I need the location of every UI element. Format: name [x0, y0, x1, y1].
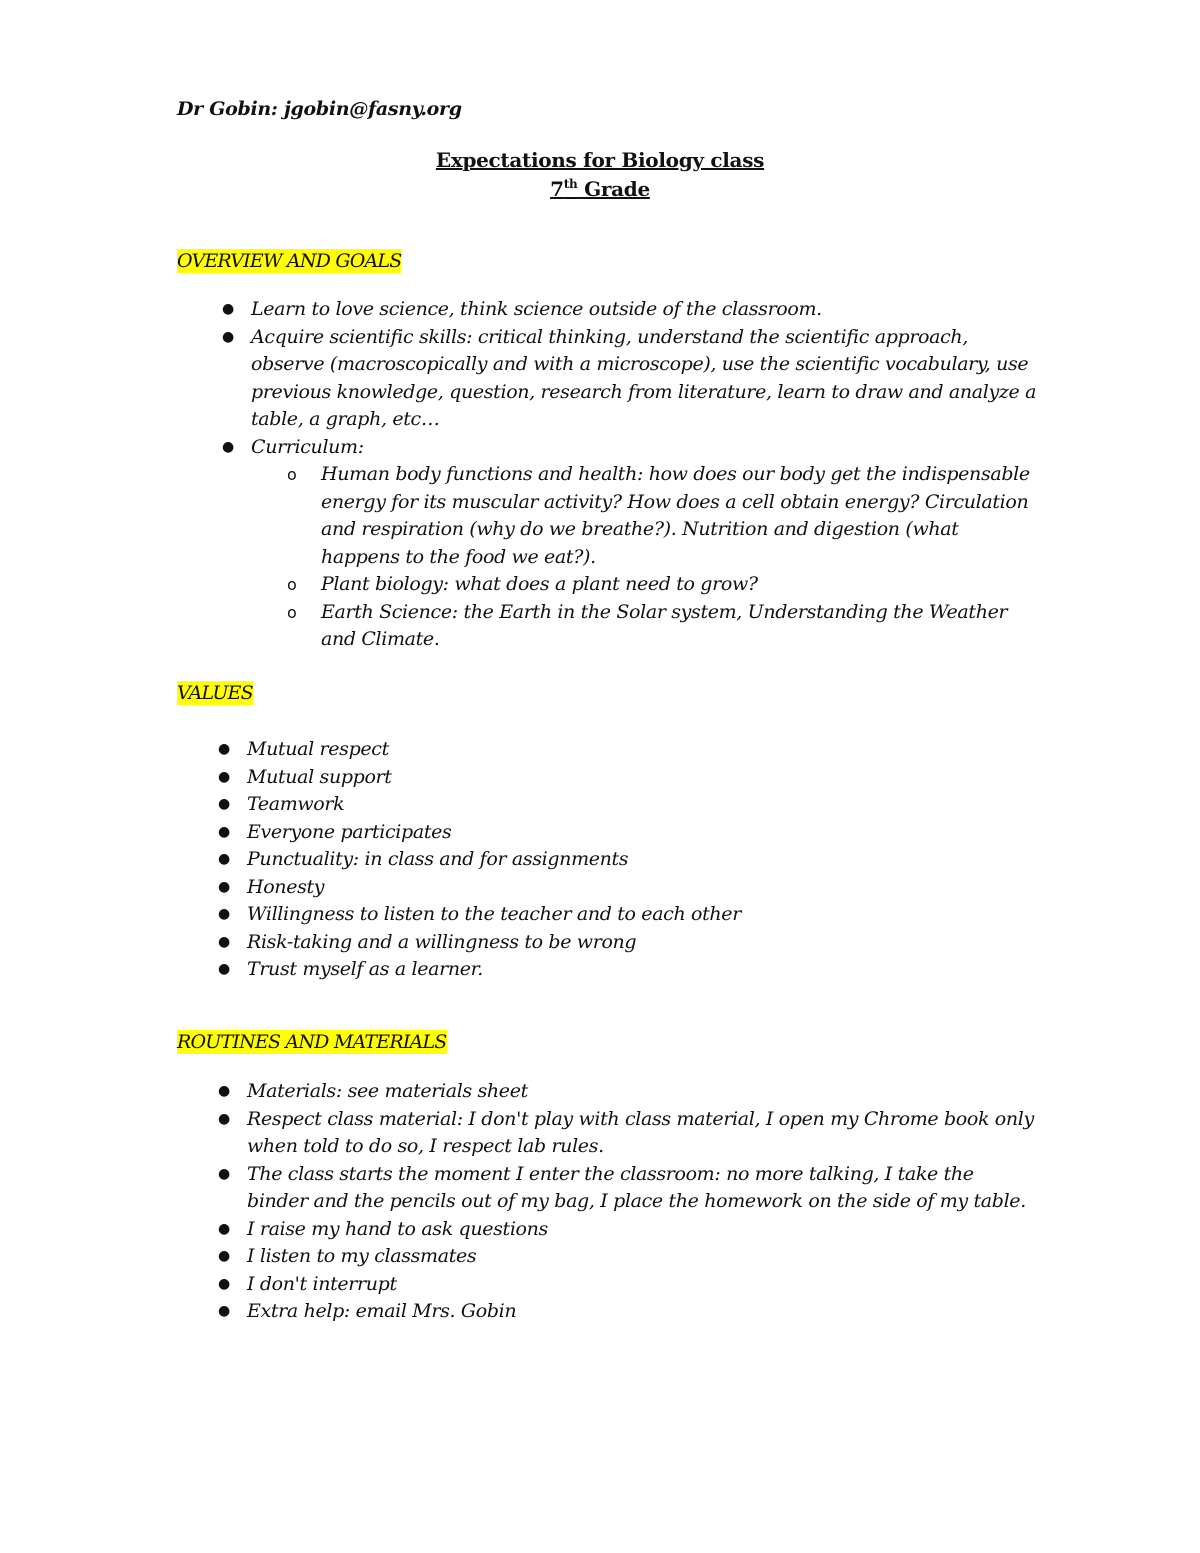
bullet-icon: ● [222, 328, 234, 345]
sublist-item [287, 461, 1041, 571]
list-item-text: Curriculum: [251, 435, 364, 458]
circle-bullet-icon: o [287, 575, 297, 594]
list-item-text: Everyone participates [247, 820, 452, 843]
list-item-text: Respect class material: I don't play with class material, I open my Chrome book only when told to do so, I respect lab rules. [247, 1107, 1034, 1157]
list-item [218, 1271, 1037, 1299]
list-item-text: The class starts the moment I enter the classroom: no more talking, I take the binder and the pencils out of my bag, I place the homework on the side of my table. [247, 1162, 1026, 1212]
document-title [0, 146, 1200, 204]
list-item [218, 1243, 1037, 1271]
list-item-text: Extra help: email Mrs. Gobin [247, 1300, 517, 1322]
list-item [218, 846, 1037, 874]
list-item [222, 324, 1041, 434]
bullet-icon: ● [218, 933, 230, 950]
title-line: Expectations for Biology class [435, 148, 765, 172]
bullet-icon: ● [218, 823, 230, 840]
list-item-text: Mutual support [247, 765, 392, 788]
list-item [218, 764, 1037, 792]
bullet-icon: ● [218, 851, 230, 867]
sublist-item [287, 599, 1041, 654]
list-item [218, 929, 1037, 957]
list-item-text: Acquire scientific skills: critical thinking, understand the scientific approach, observe (macroscopically and with a microscope), use the scientific vocabulary, use previous knowledge, question, research from literature, learn to draw and analyze a table, a graph, etc… [251, 325, 1037, 430]
list-item [218, 1298, 1037, 1326]
heading-text: OVERVIEW AND GOALS [177, 250, 402, 272]
list-item [218, 736, 1037, 764]
sublist-item-text: Plant biology: what does a plant need to grow? [321, 573, 758, 595]
bullet-icon: ● [218, 1248, 230, 1264]
section-heading-overview [177, 250, 401, 272]
grade-word: Grade [577, 177, 650, 201]
sublist-item-text: Human body functions and health: how does our body get the indispensable energy for its muscular activity? How does a cell obtain energy? Circulation and respiration (why do we breathe?). Nutrition and digestion (what happens to the food we eat?). [321, 463, 1030, 568]
bullet-icon: ● [218, 741, 230, 757]
list-item-text: Punctuality: in class and for assignments [247, 848, 629, 870]
list-item [218, 956, 1037, 984]
list-item-text: I listen to my classmates [247, 1245, 477, 1267]
list-item [222, 434, 1041, 654]
bullet-icon: ● [222, 438, 234, 455]
section-heading-values [177, 682, 253, 704]
bullet-icon: ● [218, 796, 230, 812]
grade-superscript: th [563, 177, 578, 191]
values-list [218, 736, 1037, 984]
heading-text: ROUTINES AND MATERIALS [177, 1031, 447, 1053]
circle-bullet-icon: o [287, 465, 297, 484]
list-item-text: I raise my hand to ask questions [247, 1217, 548, 1240]
list-item [218, 1078, 1037, 1106]
sublist-item [287, 571, 1041, 599]
list-item [218, 1106, 1037, 1161]
bullet-icon: ● [218, 1275, 230, 1292]
grade-number: 7 [550, 177, 564, 201]
list-item [218, 901, 1037, 929]
list-item [222, 296, 1041, 324]
sublist-item-text: Earth Science: the Earth in the Solar system, Understanding the Weather and Climate. [321, 600, 1008, 650]
circle-bullet-icon: o [287, 602, 297, 622]
curriculum-sublist [251, 461, 1041, 654]
list-item [218, 819, 1037, 847]
list-item [218, 791, 1037, 819]
bullet-icon: ● [218, 1165, 230, 1182]
overview-list [222, 296, 1041, 654]
bullet-icon: ● [218, 1083, 230, 1099]
section-heading-routines [177, 1031, 447, 1053]
list-item-text: Trust myself as a learner. [247, 958, 483, 980]
routines-list [218, 1078, 1037, 1326]
list-item-text: Willingness to listen to the teacher and to each other [247, 903, 741, 925]
grade-line [0, 175, 1200, 204]
list-item-text: Teamwork [247, 793, 345, 815]
teacher-contact: Dr Gobin: jgobin@fasny.org [177, 98, 462, 120]
bullet-icon: ● [218, 768, 230, 785]
bullet-icon: ● [218, 1110, 230, 1127]
bullet-icon: ● [218, 961, 230, 977]
bullet-icon: ● [218, 878, 230, 895]
list-item-text: Mutual respect [247, 738, 389, 760]
list-item [218, 874, 1037, 902]
list-item-text: Materials: see materials sheet [247, 1080, 528, 1102]
bullet-icon: ● [218, 906, 230, 922]
bullet-icon: ● [218, 1220, 230, 1237]
list-item-text: I don't interrupt [247, 1272, 397, 1295]
bullet-icon: ● [222, 301, 234, 317]
list-item-text: Learn to love science, think science outside of the classroom. [251, 298, 822, 320]
list-item [218, 1161, 1037, 1216]
list-item-text: Risk-taking and a willingness to be wrong [247, 930, 637, 953]
heading-text: VALUES [177, 682, 253, 704]
list-item-text: Honesty [247, 875, 325, 898]
list-item [218, 1216, 1037, 1244]
bullet-icon: ● [218, 1303, 230, 1319]
